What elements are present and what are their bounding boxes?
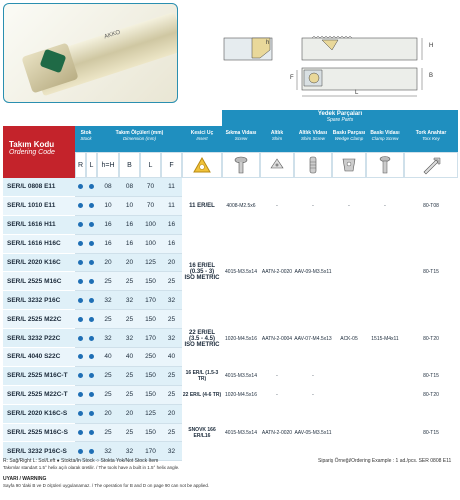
ordering-code-title: Takım Kodu bbox=[9, 140, 55, 149]
stock-l bbox=[86, 272, 97, 290]
dim-b: 25 bbox=[125, 277, 134, 285]
dim-f: 40 bbox=[167, 353, 176, 361]
dim-h: 10 bbox=[104, 202, 112, 210]
table-row bbox=[75, 405, 182, 424]
stock-dot-icon bbox=[89, 354, 94, 359]
col-clampscrew-en: Clamp Screw bbox=[371, 136, 399, 141]
g2-shim-screw: AAV-09-M3.5x11 bbox=[294, 235, 332, 311]
dim-l: 250 bbox=[145, 353, 156, 361]
stock-dot-icon bbox=[89, 298, 94, 303]
shim-icon bbox=[260, 152, 294, 178]
drawing-svg bbox=[222, 30, 457, 100]
g3-screw: 1020-M4.5x16 bbox=[222, 310, 260, 367]
dim-h: 40 bbox=[104, 353, 112, 361]
dim-h: 32 bbox=[104, 334, 112, 342]
g4-insert: 16 ER/L (1.5-3 TR) bbox=[182, 367, 222, 386]
subhead-length: L bbox=[140, 152, 161, 178]
shim-part-icon bbox=[266, 154, 288, 176]
stock-r bbox=[75, 329, 86, 347]
shim-screw-part-icon bbox=[302, 154, 324, 176]
dim-f: 25 bbox=[167, 372, 176, 380]
dim-l: 100 bbox=[145, 240, 156, 248]
row-code: SER/L 2020 K16C-S bbox=[3, 405, 75, 424]
dim-b: 32 bbox=[125, 334, 134, 342]
row-code: SER/L 1616 H11 bbox=[3, 216, 75, 235]
subhead-b: B bbox=[119, 152, 140, 178]
dim-b: 25 bbox=[125, 391, 134, 399]
stock-dot-icon bbox=[78, 203, 83, 208]
col-shim bbox=[260, 126, 294, 152]
g5-key: 80-T20 bbox=[404, 386, 458, 405]
stock-dot-icon bbox=[78, 373, 83, 378]
stock-dot-icon bbox=[78, 279, 83, 284]
row-code: SER/L 2525 M16C-T bbox=[3, 367, 75, 386]
brand-logo: AKKO bbox=[103, 29, 122, 41]
col-screw-en: Screw bbox=[234, 136, 248, 141]
table-row bbox=[75, 254, 182, 273]
insert-icon bbox=[182, 152, 222, 178]
col-dims-tr: Takım Ölçüleri (mm) bbox=[115, 130, 164, 136]
stock-r bbox=[75, 348, 86, 366]
row-code: SER/L 4040 S22C bbox=[3, 348, 75, 367]
dim-f: 25 bbox=[167, 315, 176, 323]
stock-dot-icon bbox=[78, 222, 83, 227]
dim-h: 20 bbox=[104, 259, 112, 266]
g5-shim: - bbox=[260, 386, 294, 405]
stock-dot-icon bbox=[78, 260, 83, 265]
stock-dot-icon bbox=[89, 449, 94, 454]
g2-key: 80-T15 bbox=[404, 235, 458, 311]
dim-h: 08 bbox=[104, 183, 112, 191]
dim-l: 150 bbox=[145, 391, 156, 399]
stock-dot-icon bbox=[89, 241, 94, 246]
row-code: SER/L 3232 P22C bbox=[3, 329, 75, 348]
torx-screw-icon bbox=[230, 154, 252, 176]
dim-f: 20 bbox=[167, 259, 176, 266]
col-shimscrew-en: Shim Screw bbox=[300, 136, 325, 141]
ordering-code-subtitle: Ordering Code bbox=[9, 149, 55, 156]
stock-r bbox=[75, 424, 86, 442]
dim-b: 25 bbox=[125, 429, 134, 437]
col-dimensions bbox=[97, 126, 182, 152]
dim-l: 170 bbox=[145, 296, 156, 304]
wedge-clamp-icon bbox=[338, 154, 360, 176]
dim-label-hr: H bbox=[429, 43, 434, 49]
dim-h: 16 bbox=[104, 240, 112, 248]
g2-insert-b: (0.35 - 3) bbox=[189, 269, 215, 276]
col-clampscrew-tr: Baskı Vidası bbox=[370, 130, 400, 136]
dim-h: 25 bbox=[104, 277, 112, 285]
g1-shim: - bbox=[260, 178, 294, 235]
stock-l bbox=[86, 405, 97, 423]
triangle-insert-icon bbox=[191, 154, 213, 176]
col-insert-en: Insert bbox=[196, 136, 208, 141]
stock-dot-icon bbox=[89, 411, 94, 416]
stock-dot-icon bbox=[89, 279, 94, 284]
g2-screw: 4015-M3.5x14 bbox=[222, 235, 260, 311]
subhead-h: h=H bbox=[97, 152, 119, 178]
dim-f: 32 bbox=[167, 334, 176, 342]
table-row bbox=[75, 178, 182, 197]
dim-h: 32 bbox=[104, 447, 112, 455]
col-insert bbox=[182, 126, 222, 152]
wedge-merged: ACK-05 bbox=[332, 235, 366, 443]
dim-label-f: F bbox=[290, 75, 294, 81]
dim-l: 125 bbox=[145, 259, 156, 266]
dim-b: 40 bbox=[125, 353, 134, 361]
dim-label-h: h bbox=[266, 40, 270, 46]
stock-l bbox=[86, 367, 97, 385]
stock-dot-icon bbox=[78, 241, 83, 246]
row-code: SER/L 1616 H16C bbox=[3, 235, 75, 254]
dim-l: 150 bbox=[145, 277, 156, 285]
g2-insert-a: 16 ER/EL bbox=[188, 263, 215, 270]
dim-f: 11 bbox=[168, 183, 175, 191]
table-row bbox=[75, 367, 182, 386]
g6-insert: SNOVK 166 ER/L16 bbox=[182, 405, 222, 462]
col-screw bbox=[222, 126, 260, 152]
dim-b: 20 bbox=[125, 259, 134, 266]
stock-l bbox=[86, 254, 97, 272]
table-row bbox=[75, 424, 182, 443]
tool-holder-photo bbox=[3, 3, 178, 103]
stock-dot-icon bbox=[89, 392, 94, 397]
dim-l: 70 bbox=[146, 183, 155, 191]
g3-key: 80-T20 bbox=[404, 310, 458, 367]
g5-screw: 1020-M4.5x16 bbox=[222, 386, 260, 405]
screw-icon bbox=[222, 152, 260, 178]
dim-f: 25 bbox=[167, 429, 176, 437]
warning-title: UYARI / WARNING bbox=[3, 476, 47, 482]
stock-dot-icon bbox=[78, 317, 83, 322]
torx-key-icon bbox=[420, 154, 442, 176]
col-shimscrew-tr: Altlık Vidası bbox=[298, 130, 328, 136]
g1-wedge: - bbox=[332, 178, 366, 235]
g5-shim-screw: - bbox=[294, 386, 332, 405]
row-code: SER/L 2020 K16C bbox=[3, 254, 75, 273]
spare-parts-band bbox=[222, 110, 458, 126]
dim-h: 25 bbox=[104, 391, 112, 399]
stock-l bbox=[86, 348, 97, 366]
col-stock bbox=[75, 126, 97, 152]
dim-f: 16 bbox=[167, 240, 176, 248]
row-code: SER/L 2525 M22C-T bbox=[3, 386, 75, 405]
col-shim-screw bbox=[294, 126, 332, 152]
g3-insert-b: (3.5 - 4.5) bbox=[188, 335, 215, 342]
g6-key: 80-T15 bbox=[404, 405, 458, 462]
dim-h: 16 bbox=[104, 221, 112, 229]
dim-b: 32 bbox=[125, 447, 134, 455]
clamp-screw-part-icon bbox=[374, 154, 396, 176]
dim-h: 32 bbox=[104, 296, 112, 304]
dim-b: 25 bbox=[125, 315, 134, 323]
col-dims-en: Dimension (mm) bbox=[122, 136, 156, 141]
dim-f: 16 bbox=[167, 221, 176, 229]
col-stock-tr: Stok bbox=[80, 130, 92, 136]
stock-r bbox=[75, 216, 86, 234]
subhead-r: R bbox=[75, 152, 86, 178]
g3-shim: AATN-2-0004 bbox=[260, 310, 294, 367]
g1-clamp: - bbox=[366, 178, 404, 235]
g4-shim-screw: - bbox=[294, 367, 332, 386]
stock-r bbox=[75, 386, 86, 404]
col-insert-tr: Kesici Uç bbox=[190, 130, 214, 136]
g6-shim-screw: AAV-05-M3.5x11 bbox=[294, 405, 332, 462]
subhead-f: F bbox=[161, 152, 182, 178]
g6-screw: 4015-M3.5x14 bbox=[222, 405, 260, 462]
shim-screw-icon bbox=[294, 152, 332, 178]
stock-r bbox=[75, 272, 86, 290]
row-labels bbox=[3, 178, 75, 461]
g1-shim-screw: - bbox=[294, 178, 332, 235]
table-row bbox=[75, 216, 182, 235]
drawing-shank-top bbox=[302, 38, 417, 60]
dim-f: 25 bbox=[167, 391, 176, 399]
spare-parts-subtitle: Spare Parts bbox=[326, 117, 354, 123]
stock-r bbox=[75, 197, 86, 215]
stock-dot-icon bbox=[78, 430, 83, 435]
technical-drawing bbox=[222, 30, 457, 100]
table-row bbox=[75, 310, 182, 329]
col-wedge-tr: Baskı Parçası bbox=[332, 130, 366, 136]
dim-f: 32 bbox=[167, 296, 176, 304]
g3-insert-c: ISO METRIC bbox=[184, 341, 220, 348]
dimension-cells bbox=[75, 178, 182, 461]
dim-l: 170 bbox=[145, 447, 156, 455]
col-clamp-screw bbox=[366, 126, 404, 152]
dim-b: 25 bbox=[125, 372, 134, 380]
warning-text: Sayfa 90 'daki B ve D ölçüleri uygulanamaz. / The operation for B and D on page 90 can not be applied. bbox=[3, 483, 210, 488]
dim-b: 32 bbox=[125, 296, 134, 304]
table-row bbox=[75, 329, 182, 348]
dim-b: 16 bbox=[125, 240, 134, 248]
table-row bbox=[75, 386, 182, 405]
col-stock-en: Stock bbox=[80, 136, 92, 141]
dim-label-l: L bbox=[355, 90, 359, 96]
row-code: SER/L 2525 M16C bbox=[3, 272, 75, 291]
stock-dot-icon bbox=[78, 392, 83, 397]
stock-dot-icon bbox=[78, 411, 83, 416]
dim-l: 170 bbox=[145, 334, 156, 342]
table-row bbox=[75, 291, 182, 310]
row-code: SER/L 3232 P16C-S bbox=[3, 442, 75, 461]
stock-dot-icon bbox=[78, 354, 83, 359]
table-row bbox=[75, 348, 182, 367]
ordering-example: Sipariş Örneği/Ordering Example : 1 ad./pcs. SER 0808 E11 bbox=[318, 458, 452, 464]
g2-insert bbox=[182, 235, 222, 311]
ordering-code-header bbox=[3, 126, 75, 178]
dim-b: 20 bbox=[125, 410, 134, 418]
spare-parts-title: Yedek Parçaları bbox=[317, 111, 363, 117]
wedge-icon bbox=[332, 152, 366, 178]
stock-l bbox=[86, 291, 97, 309]
g3-shim-screw: AAV-07-M4.5x13 bbox=[294, 310, 332, 367]
dim-l: 70 bbox=[146, 202, 155, 210]
stock-dot-icon bbox=[89, 184, 94, 189]
stock-dot-icon bbox=[78, 184, 83, 189]
table-row bbox=[75, 235, 182, 254]
g5-insert: 22 ER/L (4-6 TR) bbox=[182, 386, 222, 405]
stock-dot-icon bbox=[89, 222, 94, 227]
stock-dot-icon bbox=[89, 430, 94, 435]
clamp-screw-icon bbox=[366, 152, 404, 178]
stock-l bbox=[86, 235, 97, 253]
dim-l: 150 bbox=[145, 429, 156, 437]
stock-r bbox=[75, 291, 86, 309]
dim-h: 25 bbox=[104, 315, 112, 323]
row-code: SER/L 1010 E11 bbox=[3, 197, 75, 216]
dim-l: 150 bbox=[145, 315, 156, 323]
stock-dot-icon bbox=[89, 336, 94, 341]
dim-l: 100 bbox=[145, 221, 156, 229]
g4-screw: 4015-M3.5x14 bbox=[222, 367, 260, 386]
stock-r bbox=[75, 254, 86, 272]
g2-insert-c: ISO METRIC bbox=[184, 275, 220, 282]
dim-b: 08 bbox=[125, 183, 134, 191]
col-key-en: Torx Key bbox=[422, 136, 440, 141]
col-wedge bbox=[332, 126, 366, 152]
stock-dot-icon bbox=[78, 449, 83, 454]
row-code: SER/L 2525 M16C-S bbox=[3, 424, 75, 443]
g4-shim: - bbox=[260, 367, 294, 386]
table-row bbox=[75, 272, 182, 291]
g1-insert: 11 ER/EL bbox=[182, 178, 222, 235]
legend-helix: Takımlar standart 1.5° helix açılı olarak üretilir. / The tools have a built in 1.5° helix angle. bbox=[3, 465, 180, 470]
torx-key-icon-cell bbox=[404, 152, 458, 178]
stock-l bbox=[86, 386, 97, 404]
dim-f: 32 bbox=[167, 447, 176, 455]
row-code: SER/L 0808 E11 bbox=[3, 178, 75, 197]
g3-insert bbox=[182, 310, 222, 367]
dim-f: 11 bbox=[168, 202, 175, 210]
dim-l: 150 bbox=[145, 372, 156, 380]
dim-h: 25 bbox=[104, 429, 112, 437]
g1-screw: 4008-M2.5x6 bbox=[222, 178, 260, 235]
stock-dot-icon bbox=[89, 260, 94, 265]
g6-shim: AATN-2-0020 bbox=[260, 405, 294, 462]
col-shim-en: Shim bbox=[271, 136, 283, 141]
row-code: SER/L 2525 M22C bbox=[3, 310, 75, 329]
col-wedge-en: Wedge Clamp bbox=[334, 136, 364, 141]
dim-l: 125 bbox=[145, 410, 156, 418]
col-screw-tr: Sıkma Vidası bbox=[225, 130, 257, 136]
stock-dot-icon bbox=[89, 373, 94, 378]
stock-l bbox=[86, 178, 97, 196]
row-code: SER/L 3232 P16C bbox=[3, 291, 75, 310]
dim-label-br: B bbox=[429, 73, 434, 79]
g3-insert-a: 22 ER/EL bbox=[188, 329, 215, 336]
stock-dot-icon bbox=[89, 317, 94, 322]
stock-dot-icon bbox=[78, 298, 83, 303]
dim-h: 20 bbox=[104, 410, 112, 418]
dim-b: 10 bbox=[125, 202, 134, 210]
dim-h: 25 bbox=[104, 372, 112, 380]
subhead-l: L bbox=[86, 152, 97, 178]
g1-key: 80-T08 bbox=[404, 178, 458, 235]
col-torx-key bbox=[404, 126, 458, 152]
col-key-tr: Tork Anahtar bbox=[415, 130, 447, 136]
g2-shim: AATN-2-0020 bbox=[260, 235, 294, 311]
drawing-insert-round bbox=[309, 73, 319, 83]
dim-b: 16 bbox=[125, 221, 134, 229]
stock-l bbox=[86, 197, 97, 215]
clamp-merged: 1515-M4x11 bbox=[366, 235, 404, 443]
stock-l bbox=[86, 216, 97, 234]
dim-f: 25 bbox=[167, 277, 176, 285]
table-row bbox=[75, 197, 182, 216]
col-shim-tr: Altlık bbox=[270, 130, 284, 136]
dim-f: 20 bbox=[167, 410, 176, 418]
stock-dot-icon bbox=[89, 203, 94, 208]
g4-key: 80-T15 bbox=[404, 367, 458, 386]
stock-dot-icon bbox=[78, 336, 83, 341]
stock-l bbox=[86, 329, 97, 347]
legend-stock: R: Sağ/Right L: Sol/Left ● Stokta/In Stock ○ Stokta Yok/Not Stock Item bbox=[3, 458, 159, 464]
stock-r bbox=[75, 235, 86, 253]
stock-r bbox=[75, 367, 86, 385]
stock-r bbox=[75, 405, 86, 423]
stock-r bbox=[75, 178, 86, 196]
stock-l bbox=[86, 310, 97, 328]
stock-r bbox=[75, 310, 86, 328]
stock-l bbox=[86, 424, 97, 442]
